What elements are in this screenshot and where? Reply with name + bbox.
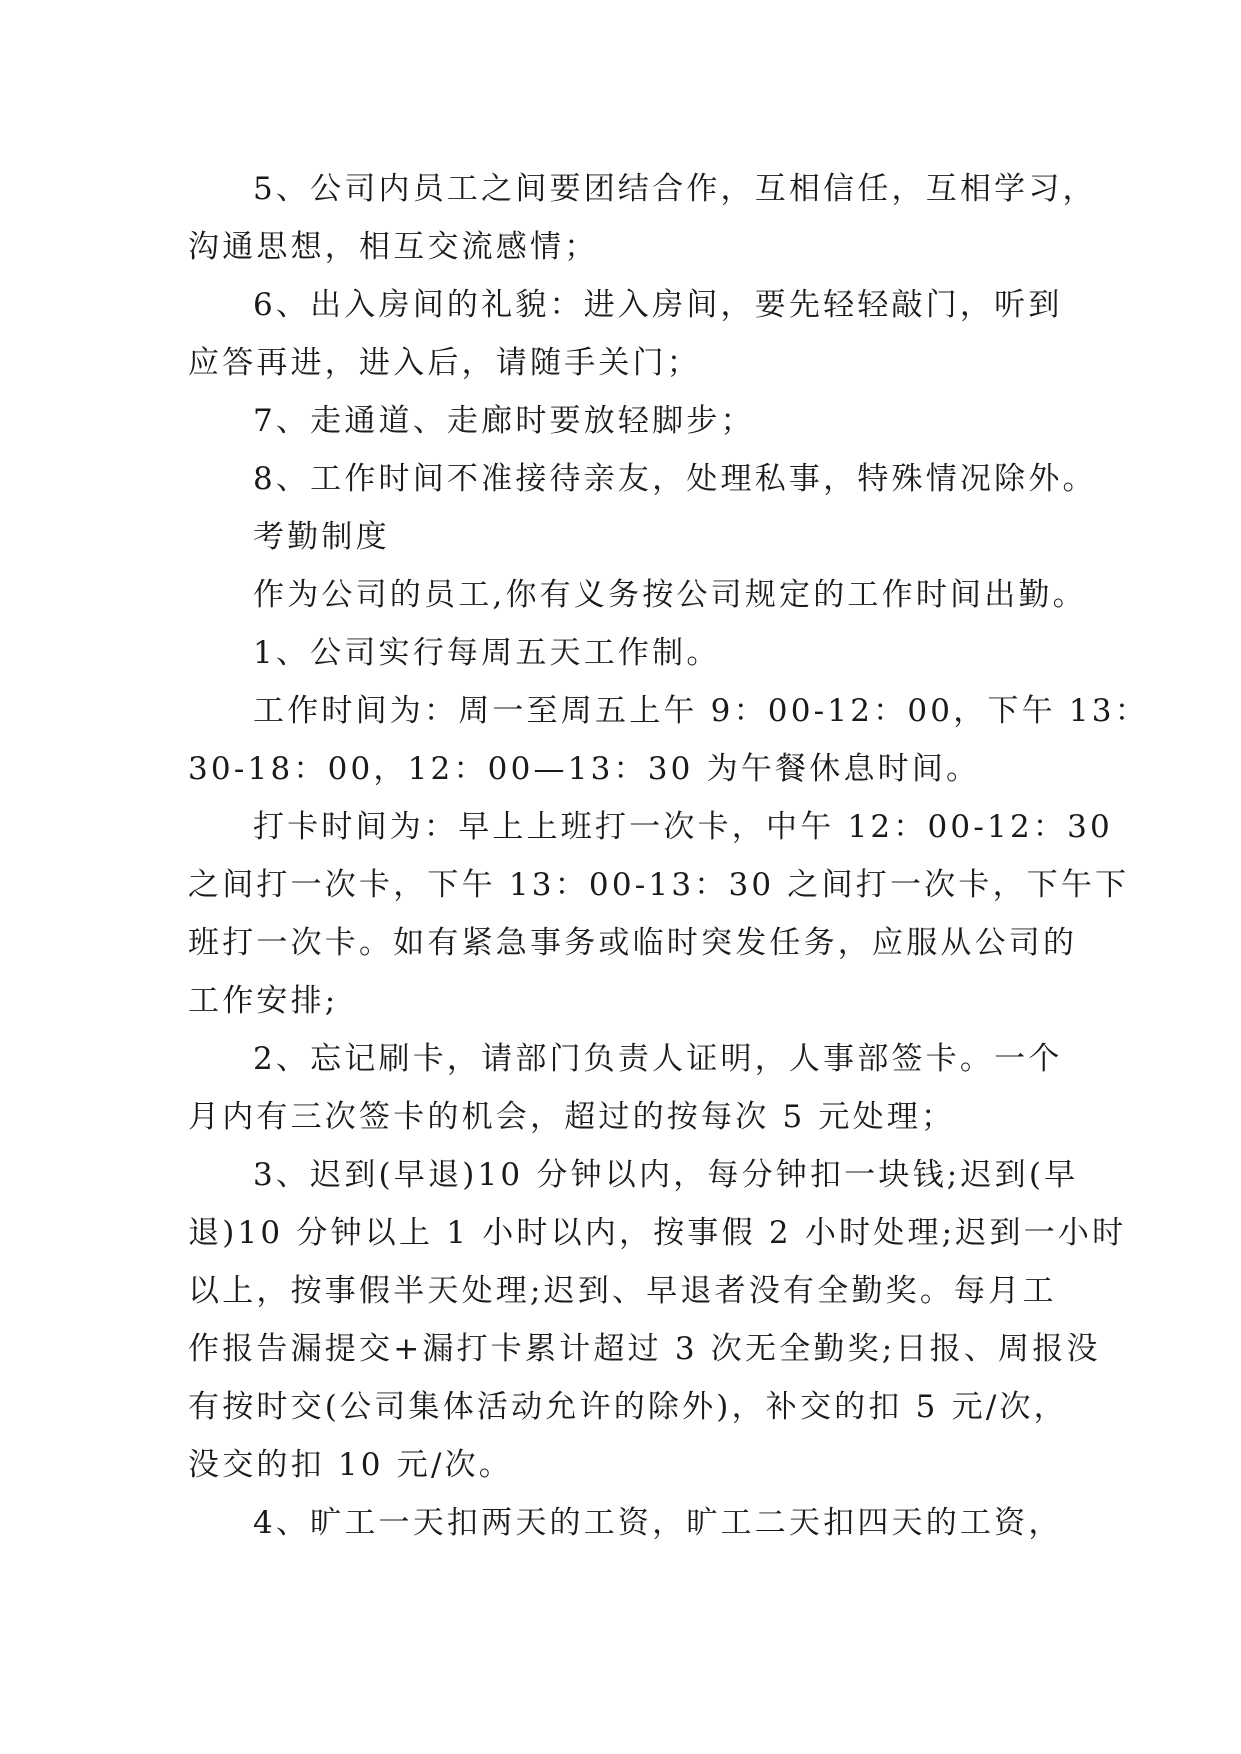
paragraph-line: 7、走通道、走廊时要放轻脚步； <box>253 403 755 439</box>
paragraph-line: 30-18：00，12：00—13：30 为午餐休息时间。 <box>188 751 981 787</box>
paragraph-line: 以上，按事假半天处理;迟到、早退者没有全勤奖。每月工 <box>188 1273 1057 1309</box>
paragraph-line: 退)10 分钟以上 1 小时以内，按事假 2 小时处理;迟到一小时 <box>188 1215 1127 1251</box>
paragraph-line: 应答再进，进入后，请随手关门； <box>188 345 701 381</box>
paragraph-line: 班打一次卡。如有紧急事务或临时突发任务，应服从公司的 <box>188 925 1078 961</box>
paragraph-line: 4、旷工一天扣两天的工资，旷工二天扣四天的工资， <box>253 1505 1063 1541</box>
paragraph-line: 8、工作时间不准接待亲友，处理私事，特殊情况除外。 <box>253 461 1097 497</box>
paragraph-line: 沟通思想，相互交流感情； <box>188 229 599 265</box>
paragraph-line: 工作安排; <box>188 983 339 1019</box>
section-heading: 考勤制度 <box>253 519 390 555</box>
paragraph-line: 作为公司的员工,你有义务按公司规定的工作时间出勤。 <box>253 577 1087 613</box>
paragraph-line: 3、迟到(早退)10 分钟以内，每分钟扣一块钱;迟到(早 <box>253 1157 1079 1193</box>
paragraph-line: 2、忘记刷卡，请部门负责人证明，人事部签卡。一个 <box>253 1041 1063 1077</box>
document-body <box>188 160 1149 1552</box>
paragraph-line: 6、出入房间的礼貌：进入房间，要先轻轻敲门，听到 <box>253 287 1063 323</box>
paragraph-line: 工作时间为：周一至周五上午 9：00-12：00，下午 13： <box>253 693 1149 729</box>
paragraph-line: 没交的扣 10 元/次。 <box>188 1447 513 1483</box>
paragraph-line: 有按时交(公司集体活动允许的除外)，补交的扣 5 元/次， <box>188 1389 1068 1425</box>
paragraph-line: 月内有三次签卡的机会，超过的按每次 5 元处理； <box>188 1099 956 1135</box>
paragraph-line: 之间打一次卡，下午 13：00-13：30 之间打一次卡，下午下 <box>188 867 1130 903</box>
paragraph-line: 打卡时间为：早上上班打一次卡，中午 12：00-12：30 <box>253 809 1113 845</box>
paragraph-line: 5、公司内员工之间要团结合作，互相信任，互相学习， <box>253 171 1097 207</box>
paragraph-line: 作报告漏提交+漏打卡累计超过 3 次无全勤奖;日报、周报没 <box>188 1331 1101 1367</box>
paragraph-line: 1、公司实行每周五天工作制。 <box>253 635 721 671</box>
